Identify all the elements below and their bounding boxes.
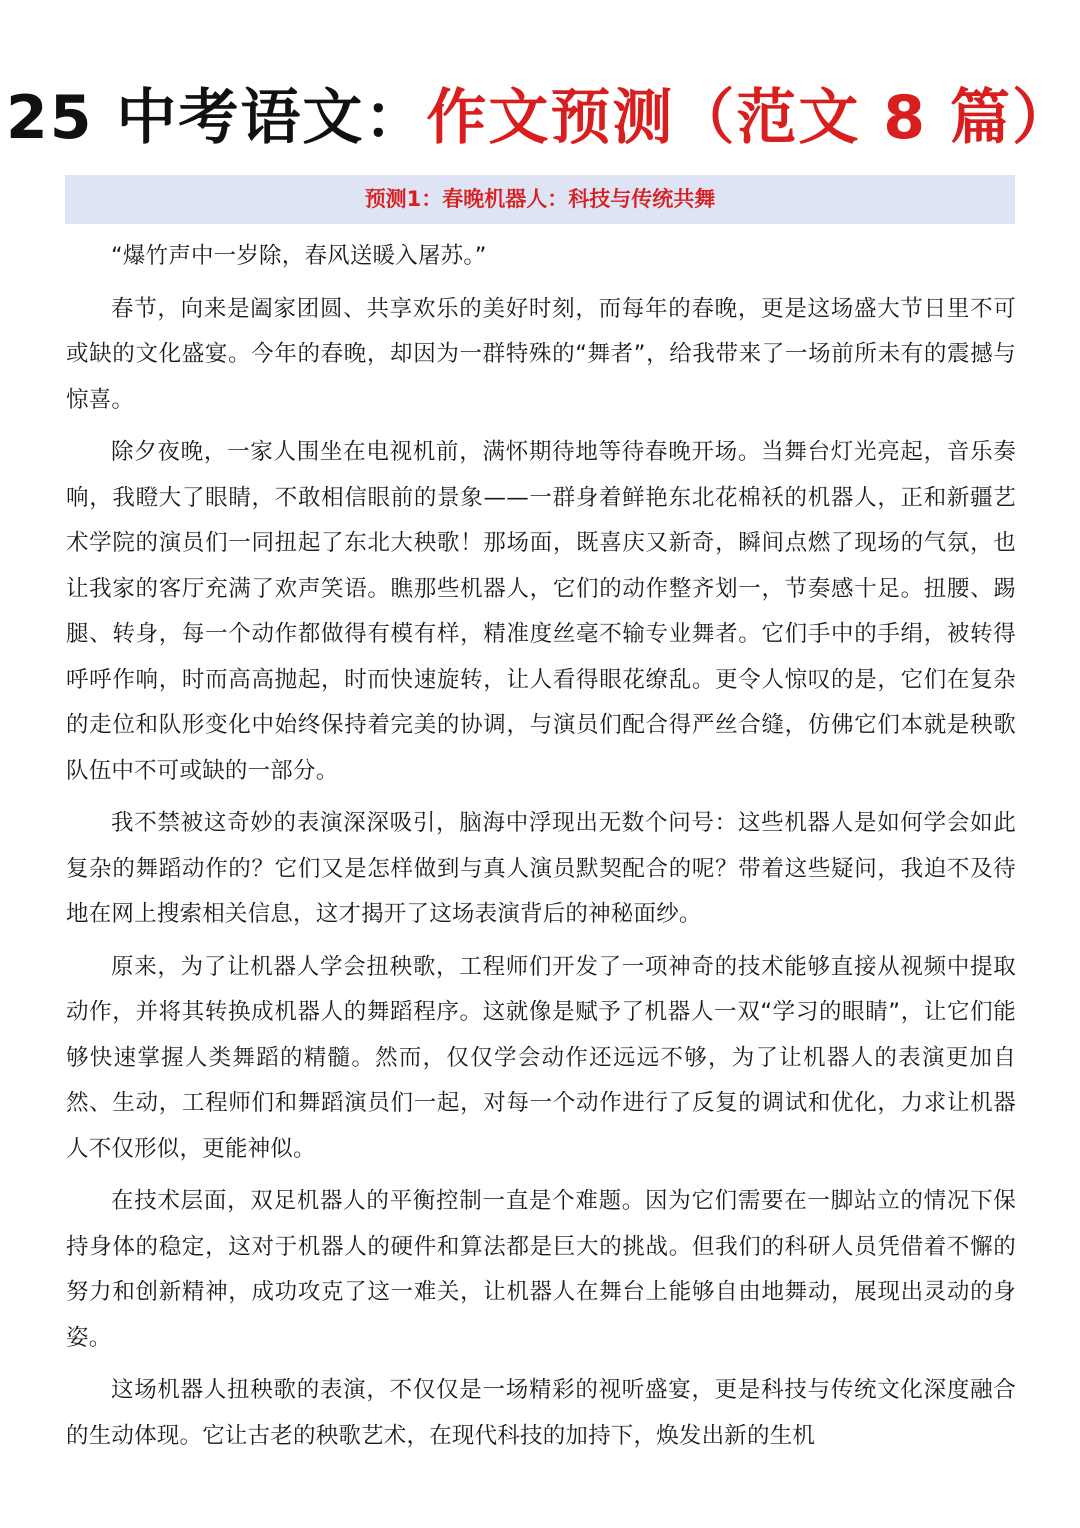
title-prefix: 25 中考语文： [6,83,427,153]
article-body [66,234,1016,1466]
paragraph: 我不禁被这奇妙的表演深深吸引，脑海中浮现出无数个问号：这些机器人是如何学会如此复杂的舞蹈动作的？它们又是怎样做到与真人演员默契配合的呢？带着这些疑问，我迫不及待地在网上搜索相关信息，这才揭开了这场表演背后的神秘面纱。 [66,810,1016,927]
paragraph: 原来，为了让机器人学会扭秧歌，工程师们开发了一项神奇的技术能够直接从视频中提取动作，并将其转换成机器人的舞蹈程序。这就像是赋予了机器人一双“学习的眼睛”，让它们能够快速掌握人类舞蹈的精髓。然而，仅仅学会动作还远远不够，为了让机器人的表演更加自然、生动，工程师们和舞蹈演员们一起，对每一个动作进行了反复的调试和优化，力求让机器人不仅形似，更能神似。 [66,953,1016,1162]
title-highlight: 作文预测（范文 8 篇） [426,83,1074,153]
section-heading: 预测1：春晚机器人：科技与传统共舞 [65,175,1015,224]
paragraph: 春节，向来是阖家团圆、共享欢乐的美好时刻，而每年的春晚，更是这场盛大节日里不可或缺的文化盛宴。今年的春晚，却因为一群特殊的“舞者”，给我带来了一场前所未有的震撼与惊喜。 [66,295,1016,413]
paragraph: 这场机器人扭秧歌的表演，不仅仅是一场精彩的视听盛宴，更是科技与传统文化深度融合的生动体现。它让古老的秧歌艺术，在现代科技的加持下，焕发出新的生机 [66,1377,1016,1449]
paragraph-quote: “爆竹声中一岁除，春风送暖入屠苏。” [111,243,487,269]
page-title [0,78,1080,158]
paragraph: 除夕夜晚，一家人围坐在电视机前，满怀期待地等待春晚开场。当舞台灯光亮起，音乐奏响，我瞪大了眼睛，不敢相信眼前的景象——一群身着鲜艳东北花棉袄的机器人，正和新疆艺术学院的演员们一同扭起了东北大秧歌！那场面，既喜庆又新奇，瞬间点燃了现场的气氛，也让我家的客厅充满了欢声笑语。瞧那些机器人，它们的动作整齐划一，节奏感十足。扭腰、踢腿、转身，每一个动作都做得有模有样，精准度丝毫不输专业舞者。它们手中的手绢，被转得呼呼作响，时而高高抛起，时而快速旋转，让人看得眼花缭乱。更令人惊叹的是，它们在复杂的走位和队形变化中始终保持着完美的协调，与演员们配合得严丝合缝，仿佛它们本就是秧歌队伍中不可或缺的一部分。 [66,439,1016,784]
paragraph: 在技术层面，双足机器人的平衡控制一直是个难题。因为它们需要在一脚站立的情况下保持身体的稳定，这对于机器人的硬件和算法都是巨大的挑战。但我们的科研人员凭借着不懈的努力和创新精神，成功攻克了这一难关，让机器人在舞台上能够自由地舞动，展现出灵动的身姿。 [66,1188,1016,1351]
